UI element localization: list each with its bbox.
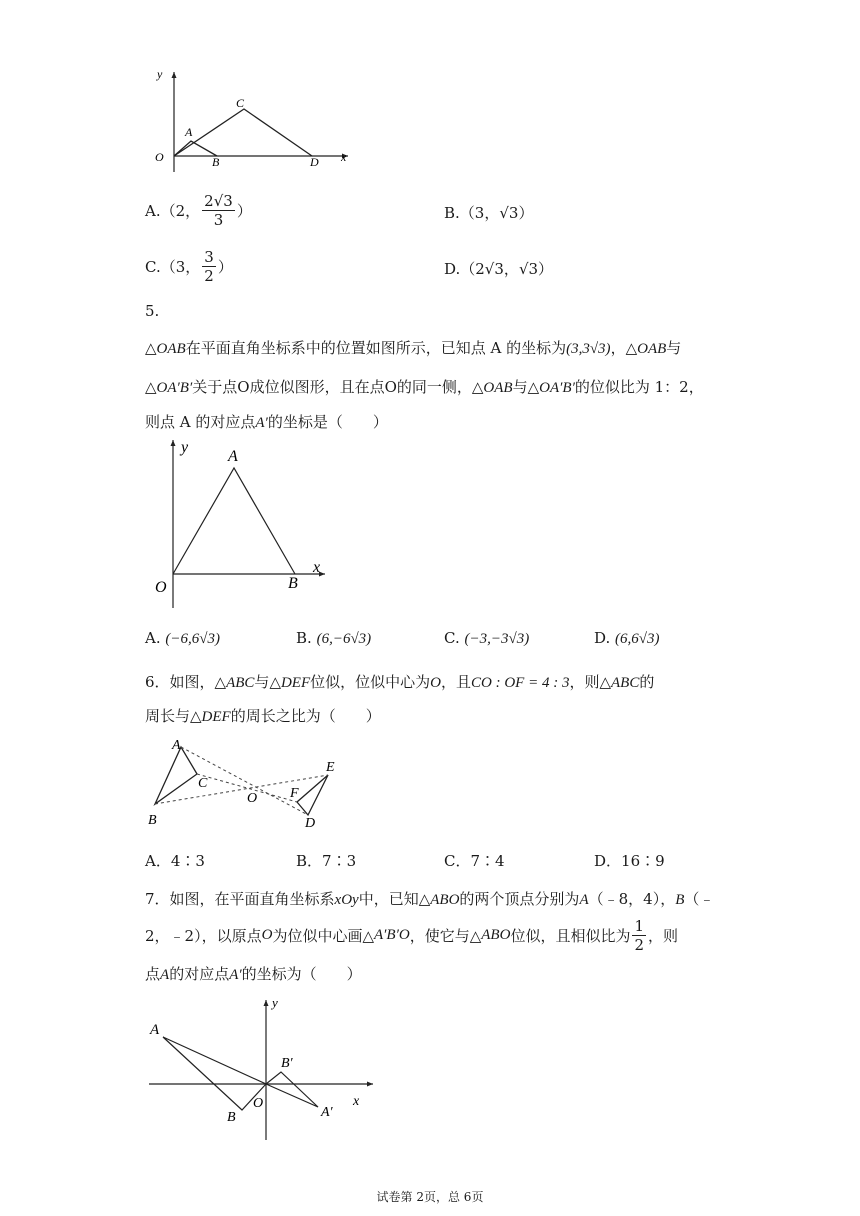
- q4-label-b: B: [212, 155, 220, 169]
- q6-label-f: F: [290, 786, 299, 801]
- q7-figure: [145, 994, 380, 1144]
- q6-figure: [145, 734, 350, 834]
- q4-option-b: B.（3，√3）: [444, 204, 534, 222]
- q5-option-d: D. (6,6√3): [594, 629, 660, 647]
- q7-line-2: 2，﹣2），以原点O为位似中心画△A′B′O，使它与△ABO位似，且相似比为 $\frac{1}{2}$ ，则: [145, 917, 679, 954]
- q6-label-a: A: [172, 738, 181, 753]
- q5-number: 5.: [145, 302, 160, 320]
- q7-line-1: 7．如图，在平面直角坐标系xOy中，已知△ABO的两个顶点分别为A（﹣8，4），B（﹣: [145, 890, 715, 908]
- q7-label-x: x: [353, 1094, 360, 1109]
- q7-label-bp: B′: [281, 1056, 293, 1071]
- q4-label-o: O: [155, 150, 164, 164]
- q6-option-a: A．4∶3: [145, 852, 205, 870]
- q5-line-1: △OAB在平面直角坐标系中的位置如图所示，已知点 A 的坐标为(3,3√3)，△OAB与: [145, 339, 682, 357]
- q5-label-x: x: [313, 559, 321, 576]
- q4-option-c: C.（3， $\frac{3}{2}$ ）: [145, 248, 233, 285]
- q7-label-b: B: [227, 1110, 236, 1125]
- q6-label-e: E: [326, 760, 335, 775]
- q6-option-c: C．7∶4: [444, 852, 505, 870]
- q4-label-c: C: [236, 96, 245, 110]
- q5-label-o: O: [155, 579, 167, 596]
- q5-option-a: A. (−6,6√3): [145, 629, 220, 647]
- q5-label-a: A: [228, 448, 238, 465]
- q7-ratio-fraction: $\frac{1}{2}$: [634, 917, 644, 954]
- page-footer: 试卷第 2页，总 6页: [376, 1190, 484, 1204]
- q5-figure: [145, 434, 345, 610]
- q4-option-c-fraction: $\frac{3}{2}$: [204, 248, 214, 285]
- q5-line-3: 则点 A 的对应点A′的坐标是（ ）: [145, 413, 388, 431]
- q4-label-a: A: [185, 125, 193, 139]
- q5-option-c: C. (−3,−3√3): [444, 629, 530, 647]
- q4-label-d: D: [310, 155, 319, 169]
- q6-label-d: D: [305, 816, 316, 831]
- q4-figure: [140, 64, 360, 174]
- q7-label-y: y: [272, 995, 278, 1010]
- q4-option-a: A.（2， $\frac{2√3}{3}$ ）: [145, 192, 252, 229]
- q6-label-b: B: [148, 813, 157, 828]
- q4-option-a-fraction: $\frac{2√3}{3}$: [204, 192, 233, 229]
- q4-label-x: x: [341, 150, 347, 164]
- q5-option-b: B. (6,−6√3): [296, 629, 372, 647]
- q5-point-a-coord: (3,3√3): [566, 341, 611, 357]
- q5-label-y: y: [181, 439, 189, 456]
- q7-line-3: 点A的对应点A′的坐标为（ ）: [145, 965, 362, 983]
- q4-option-d: D.（2√3，√3）: [444, 260, 554, 278]
- q7-label-o: O: [253, 1096, 264, 1111]
- q6-line-1: 6．如图，△ABC与△DEF位似，位似中心为O，且CO : OF = 4 : 3，则△ABC的: [145, 673, 655, 691]
- q6-label-c: C: [198, 776, 208, 791]
- q5-line-2: △OA′B′关于点O成位似图形，且在点O的同一侧，△OAB与△OA′B′的位似比为 1：2，: [145, 378, 704, 396]
- q6-option-d: D．16∶9: [594, 852, 665, 870]
- q7-label-ap: A′: [321, 1105, 333, 1120]
- q6-option-b: B．7∶3: [296, 852, 357, 870]
- q6-line-2: 周长与△DEF的周长之比为（ ）: [145, 707, 381, 725]
- q5-label-b: B: [288, 575, 298, 592]
- q4-label-y: y: [157, 67, 163, 81]
- q6-label-o: O: [247, 791, 258, 806]
- q7-label-a: A: [150, 1022, 160, 1038]
